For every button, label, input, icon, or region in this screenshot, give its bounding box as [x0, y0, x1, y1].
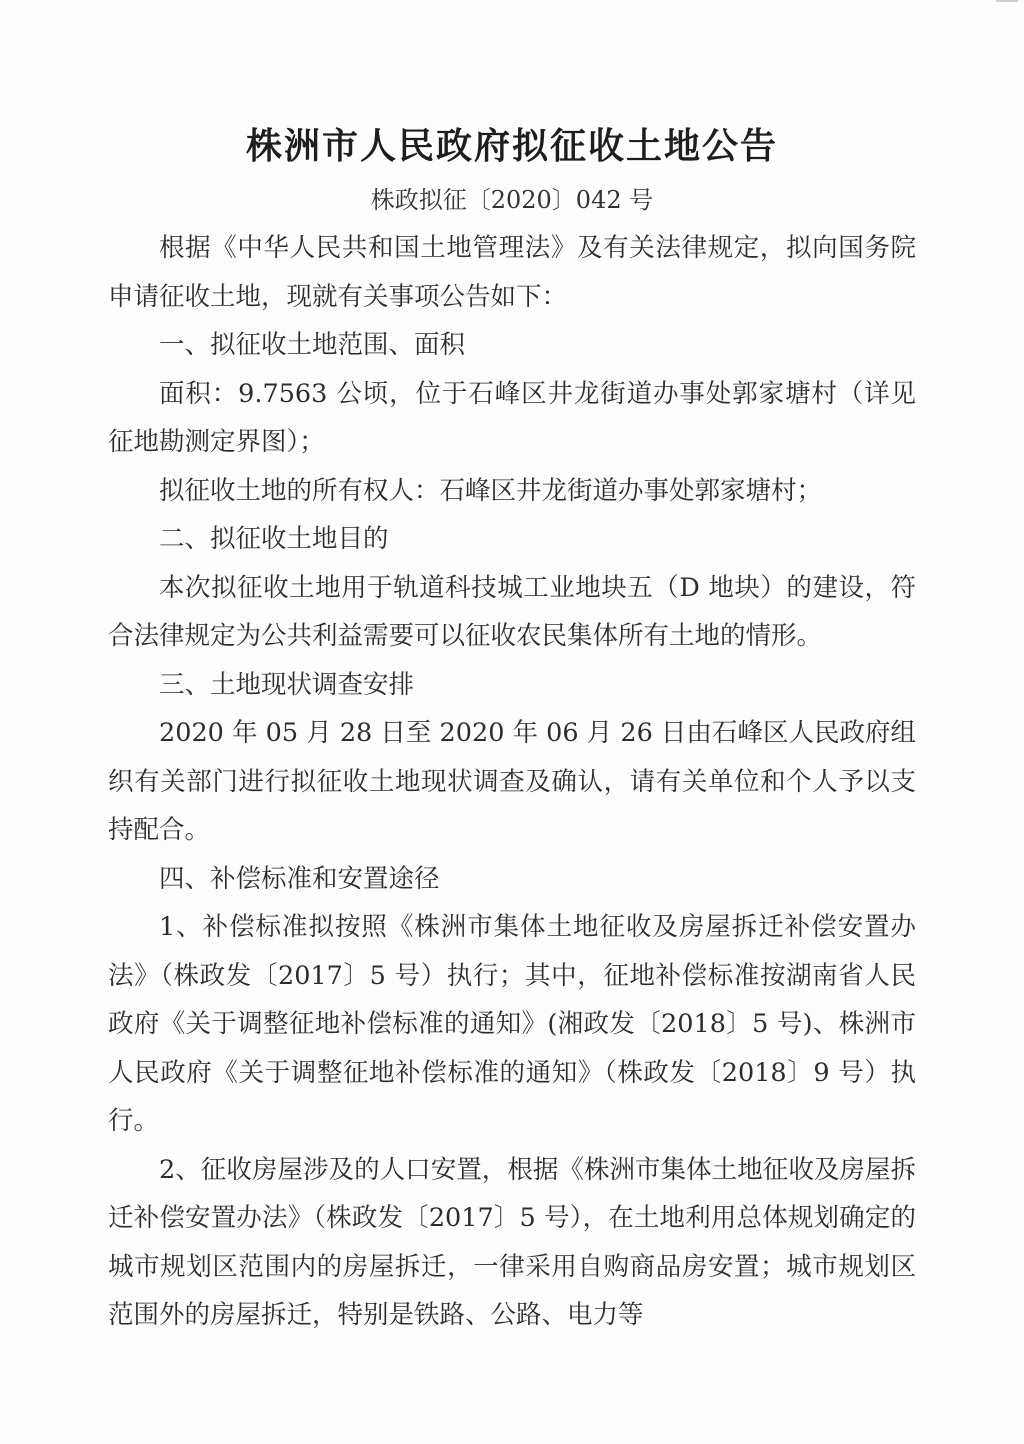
page-corner-mark — [996, 0, 1018, 12]
document-body — [108, 224, 916, 1340]
section-heading-4: 四、补偿标准和安置途径 — [159, 863, 440, 894]
section-heading-2: 二、拟征收土地目的 — [159, 524, 389, 554]
section-heading-3: 三、土地现状调查安排 — [159, 669, 415, 700]
document-number: 株政拟征〔2020〕042 号 — [370, 186, 654, 214]
purpose-paragraph: 本次拟征收土地用于轨道科技城工业地块五（D 地块）的建设，符合法律规定为公共利益需要可以征收农民集体所有土地的情形。 — [108, 572, 916, 651]
document-title: 株洲市人民政府拟征收土地公告 — [245, 125, 778, 167]
owner-paragraph: 拟征收土地的所有权人：石峰区井龙街道办事处郭家塘村； — [159, 475, 823, 506]
resettlement-paragraph: 2、征收房屋涉及的人口安置，根据《株洲市集体土地征收及房屋拆迁补偿安置办法》（株政发〔2017〕5 号），在土地利用总体规划确定的城市规划区范围内的房屋拆迁，一律采用自购商品房安置；城市规划区范围外的房屋拆迁，特别是铁路、公路、电力等 — [108, 1154, 916, 1330]
compensation-paragraph: 1、补偿标准拟按照《株洲市集体土地征收及房屋拆迁补偿安置办法》（株政发〔2017〕5 号）执行；其中，征地补偿标准按湖南省人民政府《关于调整征地补偿标准的通知》(湘政发〔2018〕5 号)、株洲市人民政府《关于调整征地补偿标准的通知》（株政发〔2018〕9 号）执行。 — [108, 912, 916, 1136]
survey-paragraph: 2020 年 05 月 28 日至 2020 年 06 月 26 日由石峰区人民政府组织有关部门进行拟征收土地现状调查及确认，请有关单位和个人予以支持配合。 — [108, 718, 916, 845]
area-paragraph: 面积：9.7563 公顷，位于石峰区井龙街道办事处郭家塘村（详见征地勘测定界图）； — [108, 378, 916, 457]
section-heading-1: 一、拟征收土地范围、面积 — [159, 330, 466, 360]
intro-paragraph: 根据《中华人民共和国土地管理法》及有关法律规定，拟向国务院申请征收土地，现就有关事项公告如下： — [108, 233, 916, 312]
